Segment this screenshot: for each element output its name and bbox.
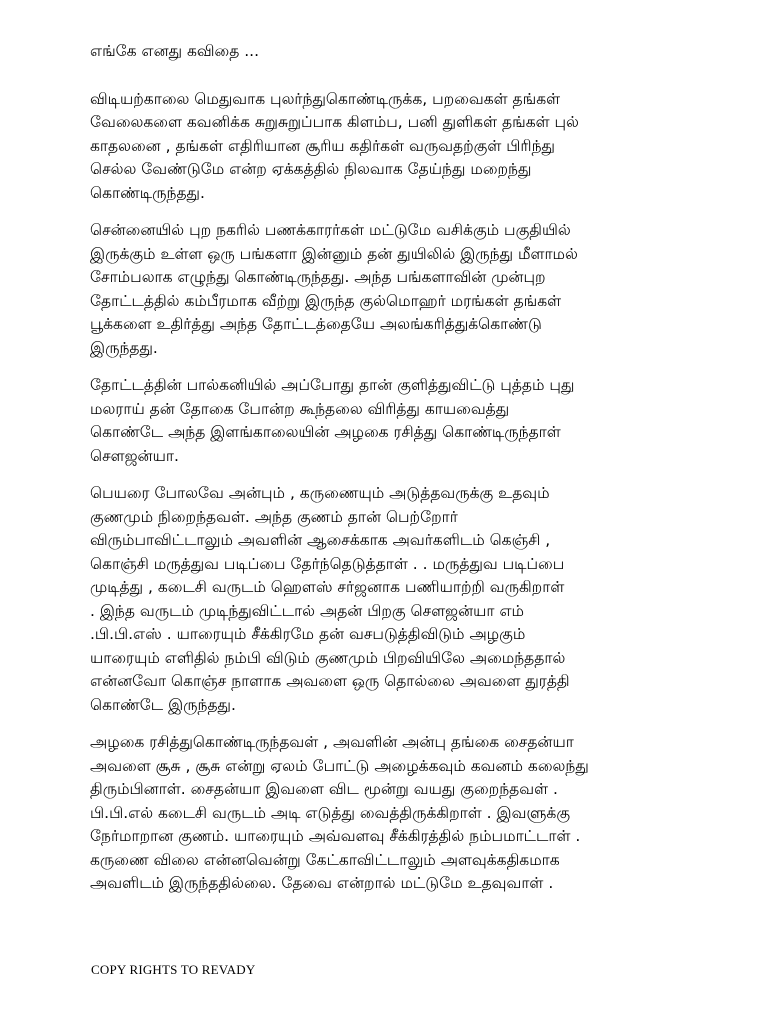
text-line: காதலனை , தங்கள் எதிரியான சூரிய கதிர்கள் வருவதற்குள் பிரிந்து: [90, 136, 555, 155]
text-line: யாரையும் எளிதில் நம்பி விடும் குணமும் பிறவியிலே அமைந்ததால்: [90, 648, 566, 667]
text-line: நேர்மாறான குணம். யாரையும் அவ்வளவு சீக்கிரத்தில் நம்பமாட்டாள் .: [90, 827, 581, 845]
text-line: இருந்தது.: [90, 338, 158, 357]
copyright-footer: COPY RIGHTS TO REVADY: [91, 962, 256, 977]
text-line: சௌஜன்யா.: [90, 446, 179, 465]
text-line: சென்னையில் புற நகரில் பணக்காரர்கள் மட்டுமே வசிக்கும் பகுதியில்: [90, 221, 571, 239]
text-line: அவளை சூசு , சூசு என்று ஏலம் போட்டு அழைக்கவும் கவனம் கலைந்து: [90, 756, 589, 775]
paragraph-2: [90, 219, 690, 360]
text-line: .பி.பி.எஸ் . யாரையும் சீக்கிரமே தன் வசபடுத்திவிடும் அழகும்: [90, 625, 526, 643]
text-line: கொண்டே அந்த இளங்காலையின் அழகை ரசித்து கொண்டிருந்தாள்: [90, 423, 561, 441]
text-line: முடித்து , கடைசி வருடம் ஹௌஸ் சர்ஜனாக பணியாற்றி வருகிறாள்: [90, 578, 565, 596]
text-line: செல்ல வேண்டுமே என்ற ஏக்கத்தில் நிலவாக தேய்ந்து மறைந்து: [90, 160, 532, 178]
text-line: கொஞ்சி மருத்துவ படிப்பை தேர்ந்தெடுத்தாள் . . மருத்துவ படிப்பை: [90, 554, 565, 573]
text-line: திரும்பினாள். சைதன்யா இவளை விட மூன்று வயது குறைந்தவள் .: [90, 780, 558, 798]
text-line: பி.பி.எல் கடைசி வருடம் அடி எடுத்து வைத்திருக்கிறாள் . இவளுக்கு: [90, 803, 571, 822]
text-line: தோட்டத்தின் பால்கனியில் அப்போது தான் குளித்துவிட்டு புத்தம் புது: [90, 376, 575, 394]
text-line: பெயரை போலவே அன்பும் , கருணையும் அடுத்தவருக்கு உதவும்: [90, 484, 550, 502]
document-body: [90, 40, 690, 910]
text-line: குணமும் நிறைந்தவள். அந்த குணம் தான் பெற்றோர்: [90, 507, 458, 526]
text-line: இருக்கும் உள்ள ஒரு பங்களா இன்னும் தன் துயிலில் இருந்து மீளாமல்: [90, 244, 578, 263]
text-line: அவளிடம் இருந்ததில்லை. தேவை என்றால் மட்டுமே உதவுவாள் .: [90, 874, 554, 892]
text-line: விடியற்காலை மெதுவாக புலர்ந்துகொண்டிருக்க, பறவைகள் தங்கள்: [90, 89, 561, 108]
paragraph-3: [90, 374, 690, 468]
text-line: வேலைகளை கவனிக்க சுறுசுறுப்பாக கிளம்ப, பனி துளிகள் தங்கள் புல்: [90, 113, 579, 131]
text-line: கொண்டே இருந்தது.: [90, 695, 236, 714]
text-line: என்னவோ கொஞ்ச நாளாக அவளை ஒரு தொல்லை அவளை துரத்தி: [90, 672, 570, 690]
text-line: கொண்டிருந்தது.: [90, 183, 205, 202]
text-line: மலராய் தன் தோகை போன்ற கூந்தலை விரித்து காயவைத்து: [90, 399, 510, 418]
text-line: சோம்பலாக எழுந்து கொண்டிருந்தது. அந்த பங்களாவின் முன்புற: [90, 268, 546, 286]
text-line: அழகை ரசித்துகொண்டிருந்தவள் , அவளின் அன்பு தங்கை சைதன்யா: [90, 733, 574, 751]
paragraph-1: [90, 88, 690, 206]
document-heading: எங்கே எனது கவிதை ...: [90, 42, 260, 60]
text-line: தோட்டத்தில் கம்பீரமாக வீற்று இருந்த குல்மொஹர் மரங்கள் தங்கள்: [90, 291, 562, 310]
paragraph-5: [90, 731, 690, 896]
text-line: விரும்பாவிட்டாலும் அவளின் ஆசைக்காக அவர்களிடம் கெஞ்சி ,: [90, 531, 551, 549]
text-line: பூக்களை உதிர்த்து அந்த தோட்டத்தையே அலங்கரித்துக்கொண்டு: [90, 315, 542, 333]
text-line: கருணை விலை என்னவென்று கேட்காவிட்டாலும் அளவுக்கதிகமாக: [90, 850, 560, 869]
text-line: . இந்த வருடம் முடிந்துவிட்டால் அதன் பிறகு சௌஜன்யா எம்: [90, 601, 525, 620]
paragraphs-container: [90, 88, 690, 896]
paragraph-4: [90, 482, 690, 717]
